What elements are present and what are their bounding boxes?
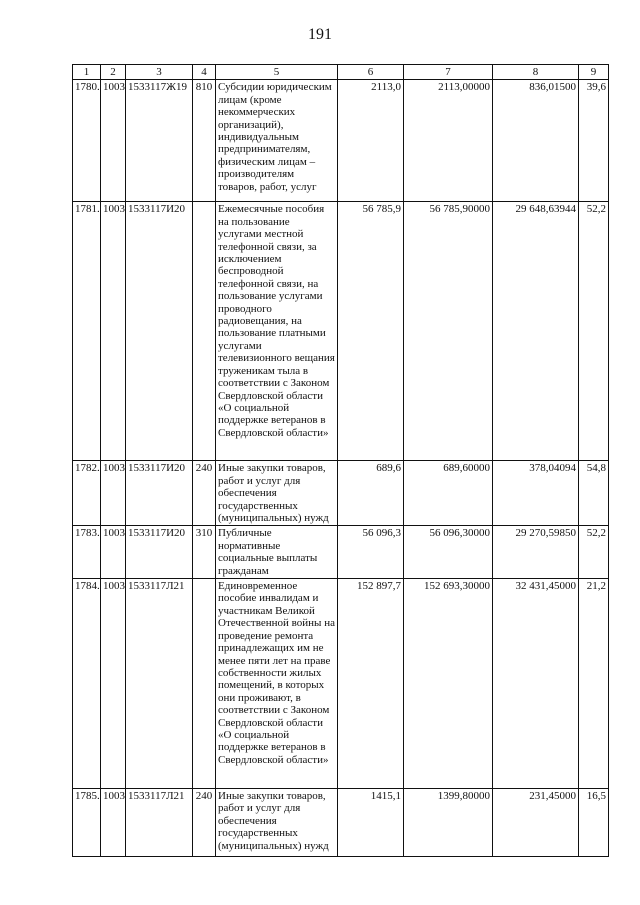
column-header: 9 <box>579 65 609 80</box>
target-article-code: 1533117И20 <box>126 202 193 461</box>
column-header: 5 <box>216 65 338 80</box>
target-article-code: 1533117И20 <box>126 526 193 579</box>
row-number: 1784. <box>73 579 101 789</box>
expense-name: Единовременное пособие инвалидам и участникам Великой Отечественной войны на проведение ремонта принадлежащих им не менее пяти лет на праве собственности жилых помещений, в которых они проживают, в соответствии с Законом Свердловской области «О социальной поддержке ветеранов в Свердловской области» <box>216 579 338 789</box>
expense-type-code: 240 <box>193 789 216 857</box>
target-article-code: 1533117Л21 <box>126 579 193 789</box>
approved-amount: 2113,0 <box>338 80 404 202</box>
section-code: 1003 <box>101 789 126 857</box>
column-header: 1 <box>73 65 101 80</box>
column-header: 7 <box>404 65 493 80</box>
execution-percent: 52,2 <box>579 526 609 579</box>
execution-percent: 54,8 <box>579 461 609 526</box>
approved-amount: 56 785,9 <box>338 202 404 461</box>
section-code: 1003 <box>101 579 126 789</box>
expense-type-code <box>193 579 216 789</box>
expense-name: Иные закупки товаров, работ и услуг для обеспечения государственных (муниципальных) нужд <box>216 789 338 857</box>
section-code: 1003 <box>101 80 126 202</box>
execution-percent: 16,5 <box>579 789 609 857</box>
approved-amount: 152 897,7 <box>338 579 404 789</box>
section-code: 1003 <box>101 526 126 579</box>
column-header: 6 <box>338 65 404 80</box>
expense-name: Иные закупки товаров, работ и услуг для обеспечения государственных (муниципальных) нужд <box>216 461 338 526</box>
section-code: 1003 <box>101 461 126 526</box>
planned-amount: 56 096,30000 <box>404 526 493 579</box>
expense-type-code: 240 <box>193 461 216 526</box>
execution-percent: 21,2 <box>579 579 609 789</box>
target-article-code: 1533117Ж19 <box>126 80 193 202</box>
executed-amount: 378,04094 <box>493 461 579 526</box>
budget-table <box>72 64 609 857</box>
table-row <box>73 789 609 857</box>
expense-type-code: 310 <box>193 526 216 579</box>
row-number: 1781. <box>73 202 101 461</box>
column-number-row <box>73 65 609 80</box>
column-header: 8 <box>493 65 579 80</box>
table-row <box>73 579 609 789</box>
planned-amount: 1399,80000 <box>404 789 493 857</box>
target-article-code: 1533117И20 <box>126 461 193 526</box>
approved-amount: 689,6 <box>338 461 404 526</box>
table-row <box>73 526 609 579</box>
executed-amount: 32 431,45000 <box>493 579 579 789</box>
column-header: 3 <box>126 65 193 80</box>
planned-amount: 2113,00000 <box>404 80 493 202</box>
target-article-code: 1533117Л21 <box>126 789 193 857</box>
approved-amount: 56 096,3 <box>338 526 404 579</box>
expense-name: Публичные нормативные социальные выплаты гражданам <box>216 526 338 579</box>
expense-name: Ежемесячные пособия на пользование услугами местной телефонной связи, за исключением беспроводной телефонной связи, на пользование услугами проводного радиовещания, на пользование платными услугами телевизионного вещания труженикам тыла в соответствии с Законом Свердловской области «О социальной поддержке ветеранов в Свердловской области» <box>216 202 338 461</box>
executed-amount: 29 270,59850 <box>493 526 579 579</box>
planned-amount: 56 785,90000 <box>404 202 493 461</box>
row-number: 1783. <box>73 526 101 579</box>
execution-percent: 39,6 <box>579 80 609 202</box>
execution-percent: 52,2 <box>579 202 609 461</box>
executed-amount: 836,01500 <box>493 80 579 202</box>
table-row <box>73 80 609 202</box>
row-number: 1780. <box>73 80 101 202</box>
page-number: 191 <box>308 26 332 43</box>
executed-amount: 29 648,63944 <box>493 202 579 461</box>
planned-amount: 689,60000 <box>404 461 493 526</box>
executed-amount: 231,45000 <box>493 789 579 857</box>
column-header: 4 <box>193 65 216 80</box>
expense-name: Субсидии юридическим лицам (кроме некоммерческих организаций), индивидуальным предпринимателям, физическим лицам – производителям товаров, работ, услуг <box>216 80 338 202</box>
approved-amount: 1415,1 <box>338 789 404 857</box>
expense-type-code: 810 <box>193 80 216 202</box>
expense-type-code <box>193 202 216 461</box>
table-row <box>73 202 609 461</box>
row-number: 1782. <box>73 461 101 526</box>
row-number: 1785. <box>73 789 101 857</box>
table-row <box>73 461 609 526</box>
planned-amount: 152 693,30000 <box>404 579 493 789</box>
column-header: 2 <box>101 65 126 80</box>
section-code: 1003 <box>101 202 126 461</box>
